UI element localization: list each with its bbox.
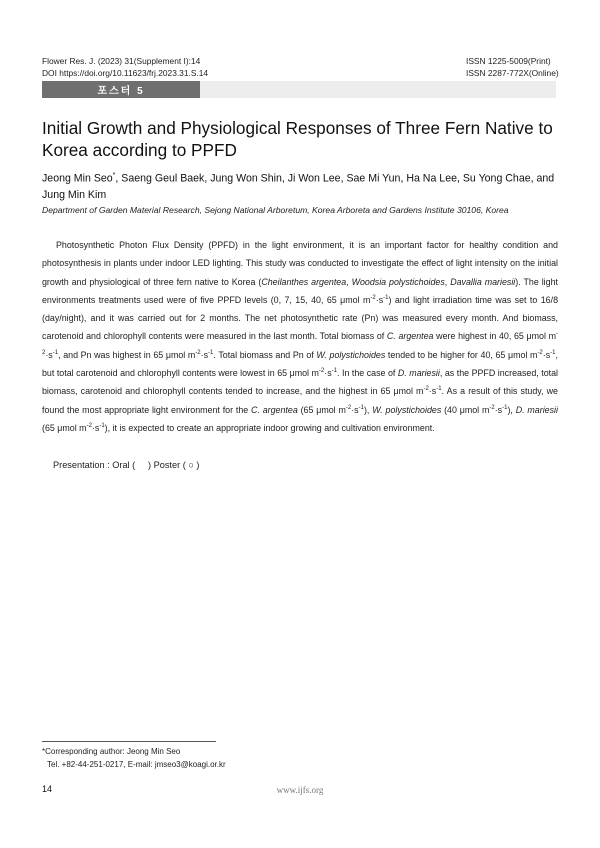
issn-online: ISSN 2287-772X(Online) xyxy=(466,68,559,78)
species-name: W. polystichoides xyxy=(316,349,386,360)
affiliation: Department of Garden Material Research, Sejong National Arboretum, Korea Arboreta and Gardens Institute 30106, Korea xyxy=(42,205,509,215)
journal-header xyxy=(42,55,208,79)
species-name: Davallia mariesii xyxy=(450,276,516,287)
issn-print: ISSN 1225-5009(Print) xyxy=(466,56,551,66)
journal-citation: Flower Res. J. (2023) 31(Supplement I):14 xyxy=(42,56,201,66)
doi-line[interactable]: DOI https://doi.org/10.11623/frj.2023.31.S.14 xyxy=(42,68,209,78)
section-banner xyxy=(42,81,556,98)
journal-website[interactable]: www.ijfs.org xyxy=(276,785,324,795)
corresponding-mark: * xyxy=(112,172,116,179)
species-name: D. mariesii xyxy=(397,368,440,379)
species-name: C. argentea xyxy=(251,404,298,415)
footnote-divider xyxy=(42,741,216,742)
author-list xyxy=(42,168,558,203)
species-name: Cheilanthes argentea xyxy=(261,276,347,287)
author-contact: Tel. +82-44-251-0217, E-mail: jmseo3@koagi.or.kr xyxy=(47,760,226,769)
banner-bar xyxy=(200,81,556,98)
corresponding-author: *Corresponding author: Jeong Min Seo xyxy=(42,747,181,756)
species-name: Woodsia polystichoides xyxy=(351,276,445,287)
first-author: Jeong Min Seo xyxy=(42,172,113,185)
other-authors: , Saeng Geul Baek, Jung Won Shin, Ji Won Lee, Sae Mi Yun, Ha Na Lee, Su Yong Chae, and Jung Min Kim xyxy=(42,172,555,201)
species-name: W. polystichoides xyxy=(372,404,442,415)
species-name: D. mariesii xyxy=(515,404,558,415)
poster-label: 포스터 5 xyxy=(42,81,200,98)
abstract-body: Photosynthetic Photon Flux Density (PPFD) in the light environment, it is an important factor for healthy condition and photosynthesis in plants under indoor LED lighting. This study was conducted to investigate the effect of light intensity on the initial growth and physiological of three fern native to Korea (Cheilanthes argentea, Woodsia polystichoides, Davallia mariesii). The light environments treatments used were of five PPFD levels (0, 7, 15, 40, 65 μmol $m^{-2}\cdot s^{-1}$) and light irradiation time was set to 16/8 (day/night), and it was carried out for 2 months. The net photosynthetic rate (Pn) was measured every month. And biomass, carotenoid and chlorophyll contents were measured in the last month. Total biomass of C. argentea were highest in 40, 65 μmol $m^{-2}\cdot s^{-1}$, and Pn was highest in 65 μmol $m^{-2}\cdot s^{-1}$. Total biomass and Pn of W. polystichoides tended to be higher for 40, 65 μmol $m^{-2}\cdot s^{-1}$, but total carotenoid and chlorophyll contents were lowest in 65 μmol $m^{-2}\cdot s^{-1}$. In the case of D. mariesii, as the PPFD increased, total biomass, carotenoid and chlorophyll contents tended to increase, and the highest in 65 μmol $m^{-2}\cdot s^{-1}$. As a result of this study, we found the most appropriate light environment for the C. argentea (65 μmol $m^{-2}\cdot s^{-1}$), W. polystichoides (40 μmol $m^{-2}\cdot s^{-1}$), D. mariesii (65 μmol $m^{-2}\cdot s^{-1}$), it is expected to create an appropriate indoor growing and cultivation environment. xyxy=(42,240,559,433)
paper-title: Initial Growth and Physiological Responses of Three Fern Native to Korea according to PPFD xyxy=(42,118,553,160)
species-name: C. argentea xyxy=(386,331,434,342)
page-number: 14 xyxy=(42,784,53,794)
presentation-type: Presentation : Oral ( ) Poster ( ○ ) xyxy=(53,460,200,470)
issn-header xyxy=(466,55,559,79)
